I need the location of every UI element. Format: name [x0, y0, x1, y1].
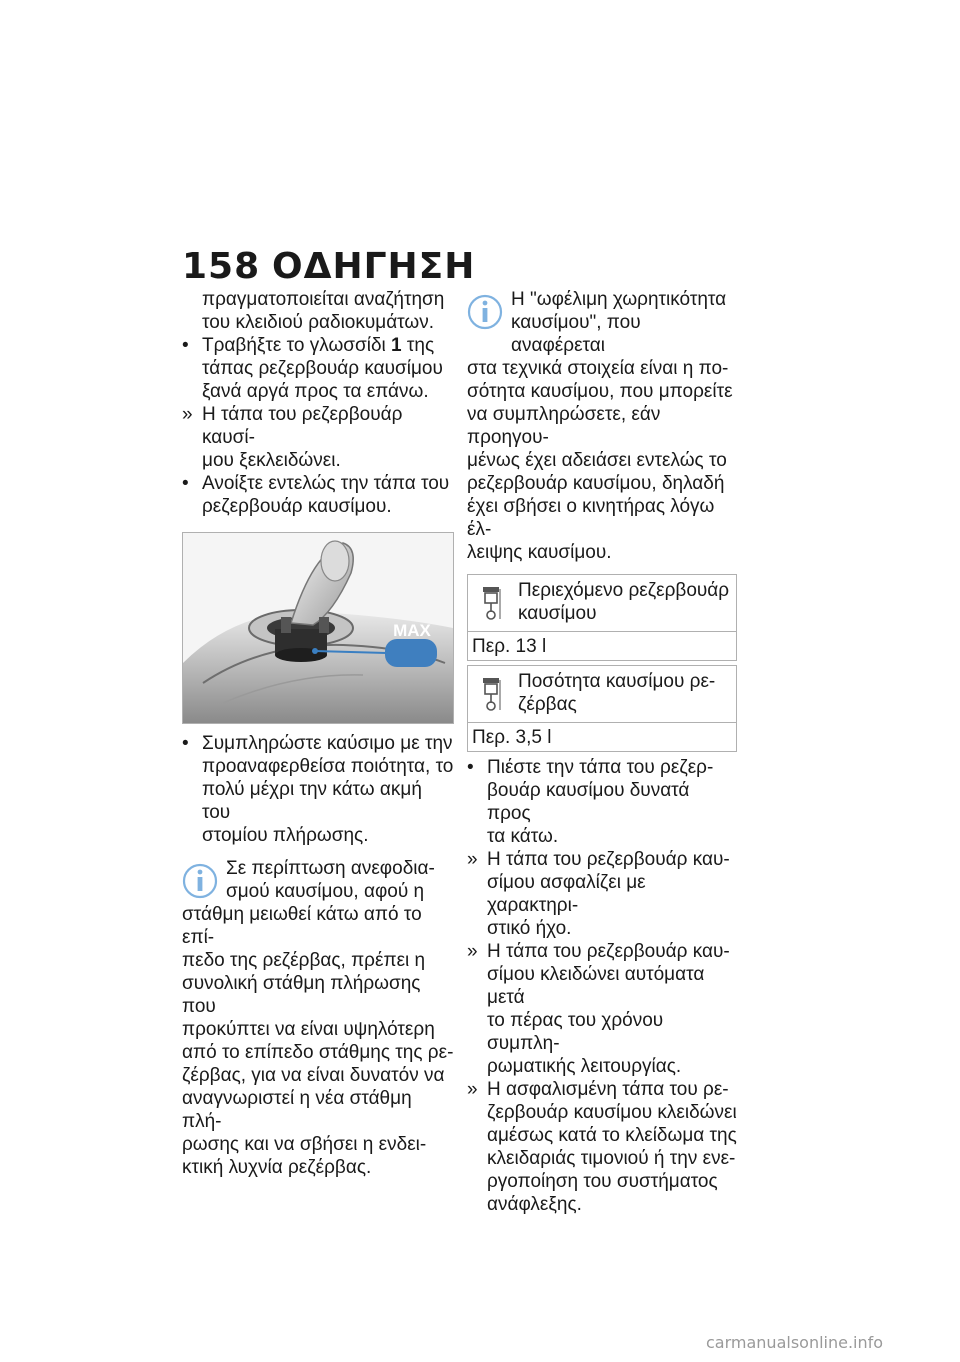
page-number: 158 — [182, 246, 261, 287]
result-cap-latches: » Η τάπα του ρεζερβουάρ καυ- σίμου ασφαλίζει με χαρακτηρι- στικό ήχο. — [467, 849, 730, 939]
page-header — [182, 246, 475, 287]
result-lock-on-ignition: » Η ασφαλισμένη τάπα του ρε- ζερβουάρ καυσίμου κλειδώνει αμέσως κατά το κλείδωμα της κλειδαριάς τιμονιού ή την ενε- ργοποίηση του συστήματος ανάφλεξης. — [467, 1079, 737, 1215]
spec-reserve-quantity: Ποσότητα καυσίμου ρε- ζέρβας Περ. 3,5 l — [467, 665, 737, 752]
info-icon — [182, 861, 218, 901]
step-press-cap: • Πιέστε την τάπα του ρεζερ- βουάρ καυσίμου δυνατά προς τα κάτω. — [467, 757, 714, 847]
right-column — [467, 288, 737, 1216]
result-auto-lock: » Η τάπα του ρεζερβουάρ καυ- σίμου κλειδώνει αυτόματα μετά το πέρας του χρόνου συμπλη- ρωματικής λειτουργίας. — [467, 941, 730, 1077]
reference-number: 1 — [391, 335, 402, 356]
intro-text: πραγματοποιείται αναζήτηση του κλειδιού ραδιοκυμάτων. — [202, 289, 445, 333]
reserve-fuel-note: Σε περίπτωση ανεφοδια- σμού καυσίμου, αφού η στάθμη μειωθεί κάτω από το επί- πεδο της ρεζέρβας, πρέπει η συνολική στάθμη πλήρωσης που προκύπτει να είναι υψηλότερη από το επίπεδο στάθμης της ρε- ζέρβας, για να είναι δυνατόν να αναγνωριστεί η νέα στάθμη πλή- ρωσης και να σβήσει η ενδει- κτική λυχνία ρεζέρβας. — [182, 858, 454, 1178]
spec-value: Περ. 3,5 l — [472, 727, 552, 748]
spec-tank-capacity: Περιεχόμενο ρεζερβουάρ καυσίμου Περ. 13 l — [467, 574, 737, 661]
watermark: carmanualsonline.info — [706, 1333, 884, 1352]
info-icon — [467, 292, 503, 332]
usable-capacity-note: Η "ωφέλιμη χωρητικότητα καυσίμου", που αναφέρεται στα τεχνικά στοιχεία είναι η πο- σότητα καυσίμου, που μπορείτε να συμπληρώσετε, εάν προηγου- μένως έχει αδειάσει εντελώς το ρεζερβουάρ καυσίμου, δηλαδή έχει σβήσει ο κινητήρας λόγω έλ- λειψης καυσίμου. — [467, 289, 733, 563]
engine-piston-icon — [480, 676, 502, 712]
section-title: ΟΔΗΓΗΣΗ — [272, 246, 476, 287]
max-label: MAX — [393, 621, 431, 640]
step-pull-tab: • Τραβήξτε το γλωσσίδι 1 της τάπας ρεζερβουάρ καυσίμου ξανά αργά προς τα επάνω. — [182, 335, 443, 402]
left-column — [182, 288, 454, 1179]
engine-piston-icon — [480, 585, 502, 621]
step-open-cap: • Ανοίξτε εντελώς την τάπα του ρεζερβουάρ καυσίμου. — [182, 473, 450, 517]
result-unlocked: » Η τάπα του ρεζερβουάρ καυσί- μου ξεκλειδώνει. — [182, 404, 403, 471]
spec-value: Περ. 13 l — [472, 636, 547, 657]
step-fill-fuel: • Συμπληρώστε καύσιμο με την προαναφερθείσα ποιότητα, το πολύ μέχρι την κάτω ακμή του στομίου πλήρωσης. — [182, 733, 454, 846]
